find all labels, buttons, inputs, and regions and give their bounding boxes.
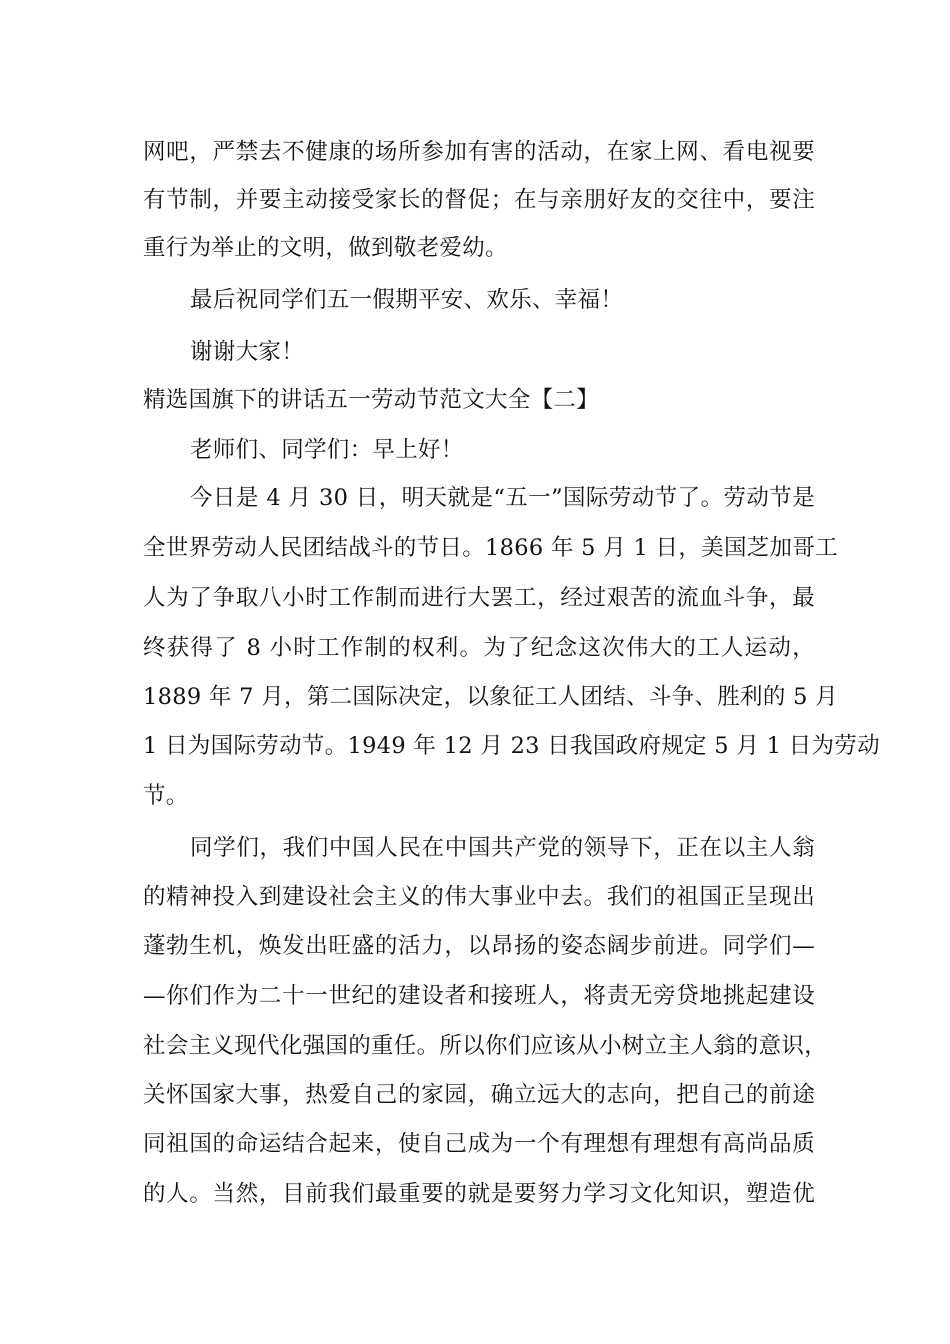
body-text-line: 节。 [143,783,189,809]
body-text-line: 有节制，并要主动接受家长的督促；在与亲朋好友的交往中，要注 [143,187,815,213]
closing-wish-line: 最后祝同学们五一假期平安、欢乐、幸福！ [190,287,624,313]
body-text-line: 重行为举止的文明，做到敬老爱幼。 [143,235,508,261]
body-text-line: 今日是 4 月 30 日，明天就是“五一”国际劳动节了。劳动节是 [190,485,815,511]
body-text-line: 蓬勃生机，焕发出旺盛的活力，以昂扬的姿态阔步前进。同学们— [143,933,815,959]
body-text-line: 全世界劳动人民团结战斗的节日。1866 年 5 月 1 日，美国芝加哥工 [143,535,838,561]
body-text-line: 的精神投入到建设社会主义的伟大事业中去。我们的祖国正呈现出 [143,884,815,910]
body-text-line: 社会主义现代化强国的重任。所以你们应该从小树立主人翁的意识， [143,1033,828,1059]
body-text-line: 1889 年 7 月，第二国际决定，以象征工人团结、斗争、胜利的 5 月 [143,684,838,710]
body-text-line: 人为了争取八小时工作制而进行大罢工，经过艰苦的流血斗争，最 [143,585,815,611]
body-text-line: 同学们，我们中国人民在中国共产党的领导下，正在以主人翁 [190,835,815,861]
body-text-line: —你们作为二十一世纪的建设者和接班人，将责无旁贷地挑起建设 [143,983,815,1009]
body-text-line: 同祖国的命运结合起来，使自己成为一个有理想有理想有高尚品质 [143,1131,815,1157]
body-text-line: 的人。当然，目前我们最重要的就是要努力学习文化知识，塑造优 [143,1181,815,1207]
body-text-line: 关怀国家大事，热爱自己的家园，确立远大的志向，把自己的前途 [143,1082,815,1108]
greeting-line: 老师们、同学们：早上好！ [190,437,464,463]
thanks-line: 谢谢大家！ [190,339,305,365]
body-text-line: 网吧，严禁去不健康的场所参加有害的活动，在家上网、看电视要 [143,139,815,165]
body-text-line: 终获得了 8 小时工作制的权利。为了纪念这次伟大的工人运动， [143,635,815,661]
section-heading: 精选国旗下的讲话五一劳动节范文大全【二】 [143,387,600,413]
body-text-line: 1 日为国际劳动节。1949 年 12 月 23 日我国政府规定 5 月 1 日为劳动 [143,733,880,759]
